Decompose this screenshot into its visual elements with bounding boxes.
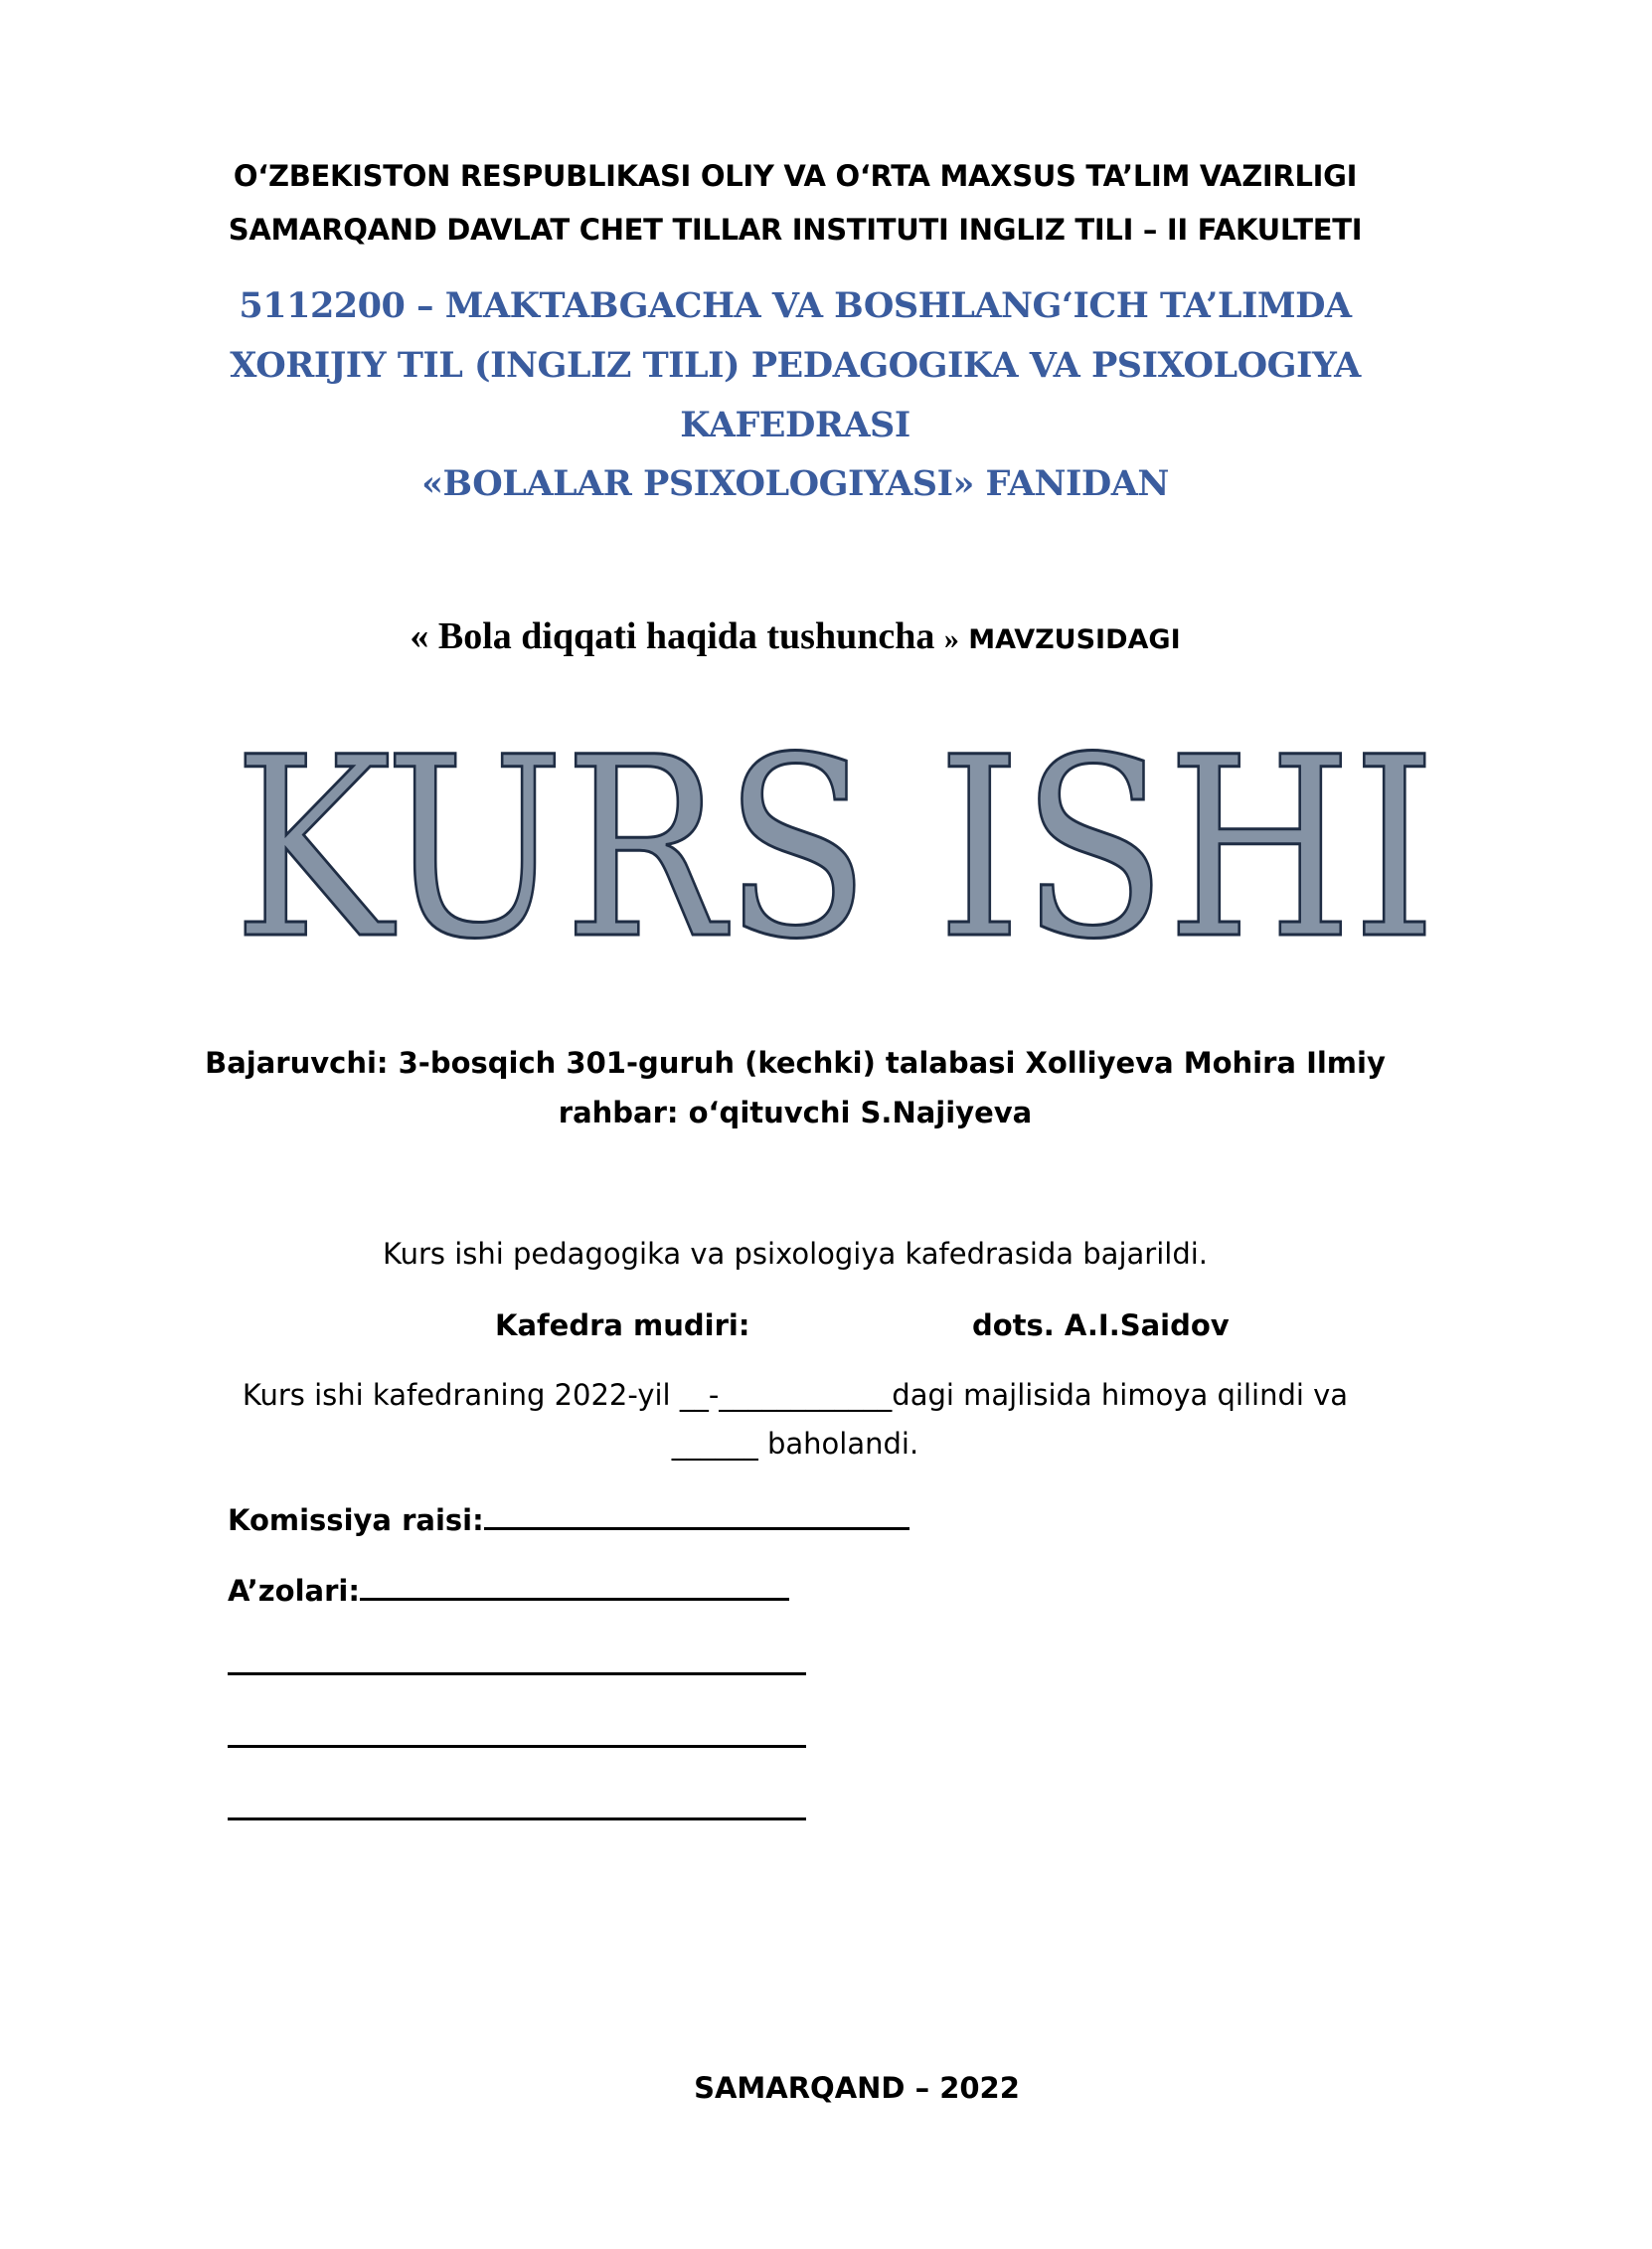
commission-member-signature-line-4[interactable] — [228, 1817, 806, 1820]
topic-title: Bola diqqati haqida tushuncha — [428, 615, 944, 657]
department-line-4: «BOLALAR PSIXOLOGIYASI» FANIDAN — [421, 463, 1169, 504]
defense-line-1: Kurs ishi kafedraning 2022-yil __-____________dagi majlisida himoya qilindi va — [242, 1378, 1349, 1412]
defense-line-2: ______ baholandi. — [671, 1427, 919, 1461]
commission-chair-row — [228, 1499, 909, 1537]
commission-members-label: A’zolari: — [228, 1574, 360, 1608]
department-line-2: XORIJIY TIL (INGLIZ TILI) PEDAGOGIKA VA PSIXOLOGIYA — [230, 345, 1361, 386]
department-head-label: Kafedra mudiri: — [495, 1308, 750, 1342]
department-line-3: KAFEDRASI — [680, 405, 910, 445]
commission-member-signature-line-2[interactable] — [228, 1672, 806, 1675]
institute-heading: SAMARQAND DAVLAT CHET TILLAR INSTITUTI INGLIZ TILI – II FAKULTETI — [228, 213, 1363, 247]
commission-member-signature-line-3[interactable] — [228, 1745, 806, 1748]
author-line-1: Bajaruvchi: 3-bosqich 301-guruh (kechki) talabasi Xolliyeva Mohira Ilmiy — [205, 1046, 1386, 1080]
place-year: SAMARQAND – 2022 — [694, 2071, 1020, 2105]
ministry-heading: O‘ZBEKISTON RESPUBLIKASI OLIY VA O‘RTA MAXSUS TA’LIM VAZIRLIGI — [233, 159, 1358, 193]
commission-members-row — [228, 1570, 789, 1608]
department-head-name: dots. A.I.Saidov — [972, 1308, 1230, 1342]
commission-chair-signature-line[interactable] — [484, 1499, 909, 1530]
commission-chair-label: Komissiya raisi: — [228, 1503, 484, 1537]
topic-suffix: MAVZUSIDAGI — [958, 624, 1181, 655]
author-line-2: rahbar: o‘qituvchi S.Najiyeva — [558, 1096, 1033, 1129]
department-line-1: 5112200 – MAKTABGACHA VA BOSHLANG‘ICH TA’LIMDA — [239, 285, 1352, 326]
topic-open-quote: « — [410, 615, 429, 657]
topic-line — [0, 614, 1590, 658]
topic-close-quote: » — [943, 622, 959, 655]
completion-note: Kurs ishi pedagogika va psixologiya kafedrasida bajarildi. — [383, 1237, 1208, 1271]
main-title-text: KURS ISHI — [234, 704, 1436, 993]
commission-member-signature-line-1[interactable] — [360, 1570, 789, 1601]
main-title — [199, 691, 1471, 993]
